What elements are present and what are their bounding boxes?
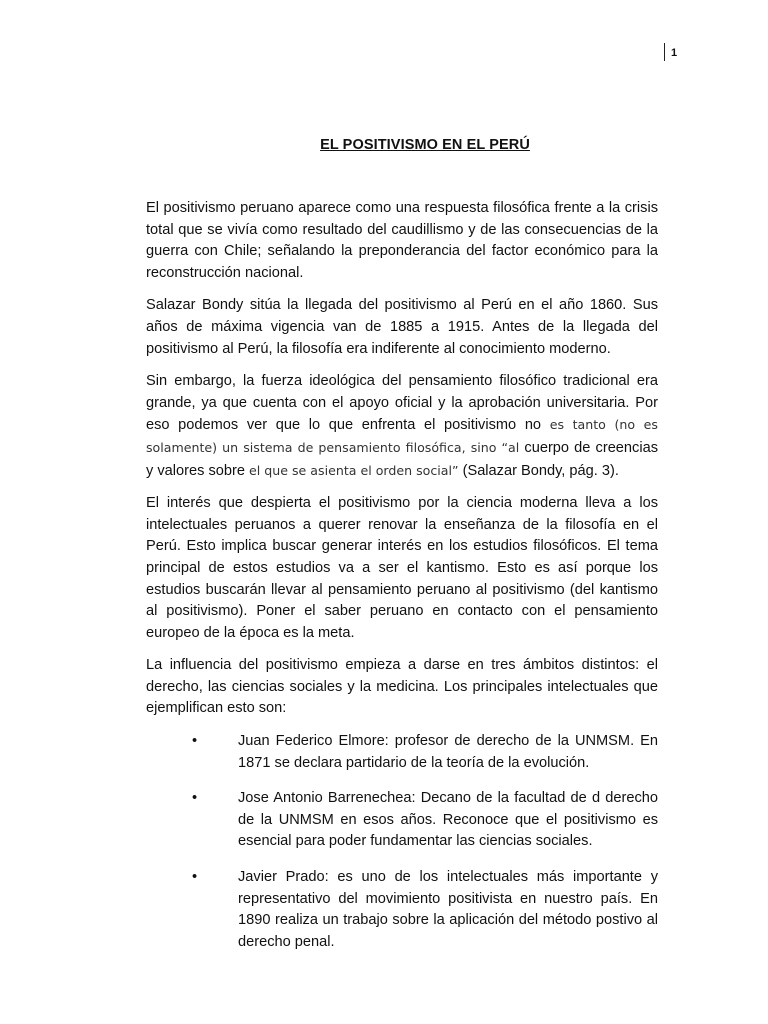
bullet-icon: • [192, 733, 198, 750]
paragraph-3-text-2: cuerpo de creencias y valores sobre [146, 439, 658, 479]
bullet-icon: • [192, 869, 198, 886]
quote-fragment-1: es tanto (no es solamente) un sistema de pensamiento filosófica, sino “al [146, 417, 658, 455]
list-item [146, 867, 658, 953]
list-item-text: Jose Antonio Barrenechea: Decano de la facultad de d derecho de la UNMSM en esos años. Reconoce que el positivismo es esencial para poder fundamentar las ciencias sociales. [238, 790, 658, 850]
list-item-text: Javier Prado: es uno de los intelectuales más importante y representativo del movimiento positivista en nuestro país. En 1890 realiza un trabajo sobre la aplicación del método postivo al derecho penal. [238, 869, 658, 950]
list-item [146, 731, 658, 774]
list-item-text: Juan Federico Elmore: profesor de derecho de la UNMSM. En 1871 se declara partidario de la teoría de la evolución. [238, 733, 658, 771]
document-title: EL POSITIVISMO EN EL PERÚ [320, 137, 530, 153]
paragraph-2: Salazar Bondy sitúa la llegada del positivismo al Perú en el año 1860. Sus años de máxima vigencia van de 1885 a 1915. Antes de la llegada del positivismo al Perú, la filosofía era indiferente al conocimiento moderno. [146, 297, 658, 357]
bullet-icon: • [192, 790, 198, 807]
intellectuals-list [146, 731, 658, 953]
paragraph-4: El interés que despierta el positivismo por la ciencia moderna lleva a los intelectuales peruanos a querer renovar la enseñanza de la filosofía en el Perú. Esto implica buscar generar interés en los estudios filosóficos. El tema principal de estos estudios va a ser el kantismo. Esto es así porque los estudios buscarán llevar al pensamiento peruano al positivismo (del kantismo al positivismo). Poner el saber peruano en contacto con el pensamiento europeo de la época es la meta. [146, 495, 658, 641]
citation: (Salazar Bondy, pág. 3). [458, 462, 619, 479]
document-body [146, 198, 658, 967]
page-number: 1 [664, 43, 677, 61]
quote-fragment-2: el que se asienta el orden social” [249, 462, 459, 478]
paragraph-3 [146, 371, 658, 482]
paragraph-3-text: Sin embargo, la fuerza ideológica del pensamiento filosófico tradicional era grande, ya que cuenta con el apoyo oficial y la aprobación universitaria. Por eso podemos ver que lo que enfrenta el positivismo no [146, 373, 658, 434]
list-item [146, 788, 658, 853]
paragraph-1: El positivismo peruano aparece como una respuesta filosófica frente a la crisis total que se vivía como resultado del caudillismo y de las consecuencias de la guerra con Chile; señalando la preponderancia del factor económico para la reconstrucción nacional. [146, 200, 658, 281]
paragraph-5: La influencia del positivismo empieza a darse en tres ámbitos distintos: el derecho, las ciencias sociales y la medicina. Los principales intelectuales que ejemplifican esto son: [146, 657, 658, 717]
